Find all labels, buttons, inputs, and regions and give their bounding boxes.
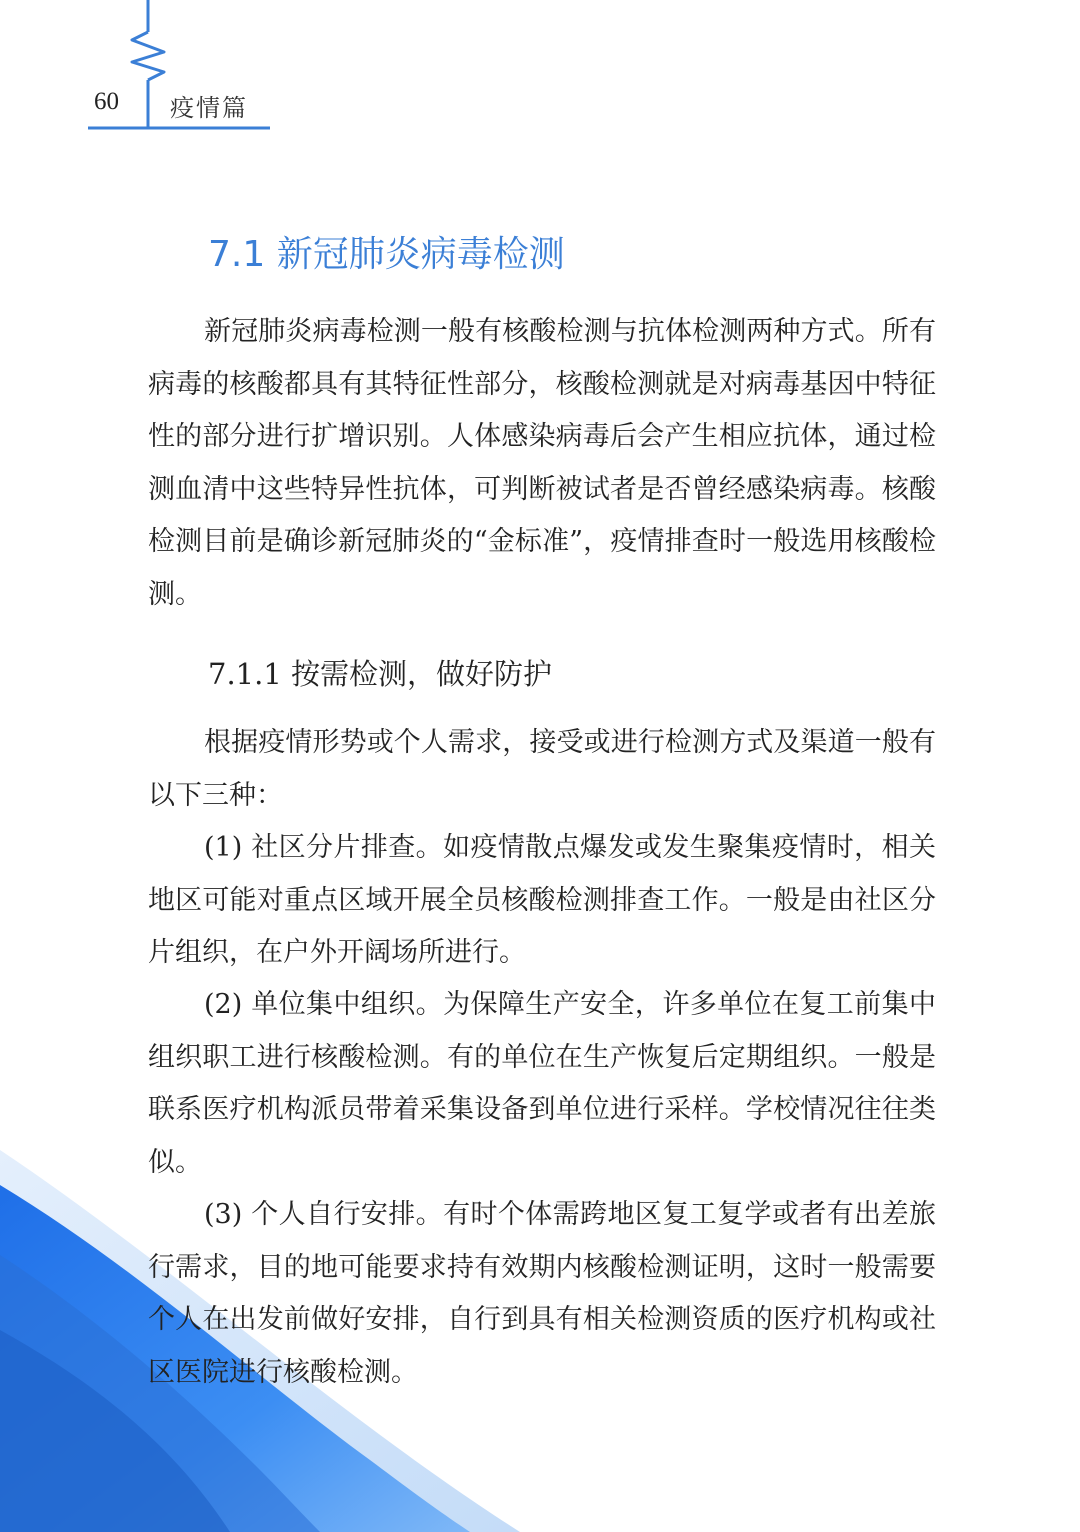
header-zigzag-decoration [0, 0, 300, 140]
item-personal-arrangement: (3) 个人自行安排。有时个体需跨地区复工复学或者有出差旅行需求，目的地可能要求持有效期内核酸检测证明，这时一般需要个人在出发前做好安排，自行到具有相关检测资质的医疗机构或社区医院进行核酸检测。 [148, 1199, 936, 1388]
item-workplace-organized: (2) 单位集中组织。为保障生产安全，许多单位在复工前集中组织职工进行核酸检测。有的单位在生产恢复后定期组织。一般是联系医疗机构派员带着采集设备到单位进行采样。学校情况往往类似。 [148, 989, 936, 1178]
page-number: 60 [94, 88, 119, 115]
chapter-label: 疫情篇 [170, 94, 248, 122]
subsection-intro-paragraph: 根据疫情形势或个人需求，接受或进行检测方式及渠道一般有以下三种： [148, 727, 936, 811]
item-community-screening: (1) 社区分片排查。如疫情散点爆发或发生聚集疫情时，相关地区可能对重点区域开展全员核酸检测排查工作。一般是由社区分片组织，在户外开阔场所进行。 [148, 832, 936, 968]
intro-paragraph: 新冠肺炎病毒检测一般有核酸检测与抗体检测两种方式。所有病毒的核酸都具有其特征性部分，核酸检测就是对病毒基因中特征性的部分进行扩增识别。人体感染病毒后会产生相应抗体，通过检测血清中这些特异性抗体，可判断被试者是否曾经感染病毒。核酸检测目前是确诊新冠肺炎的“金标准”，疫情排查时一般选用核酸检测。 [148, 316, 936, 610]
section-title: 7.1 新冠肺炎病毒检测 [208, 234, 565, 275]
subsection-title: 7.1.1 按需检测，做好防护 [208, 657, 553, 691]
